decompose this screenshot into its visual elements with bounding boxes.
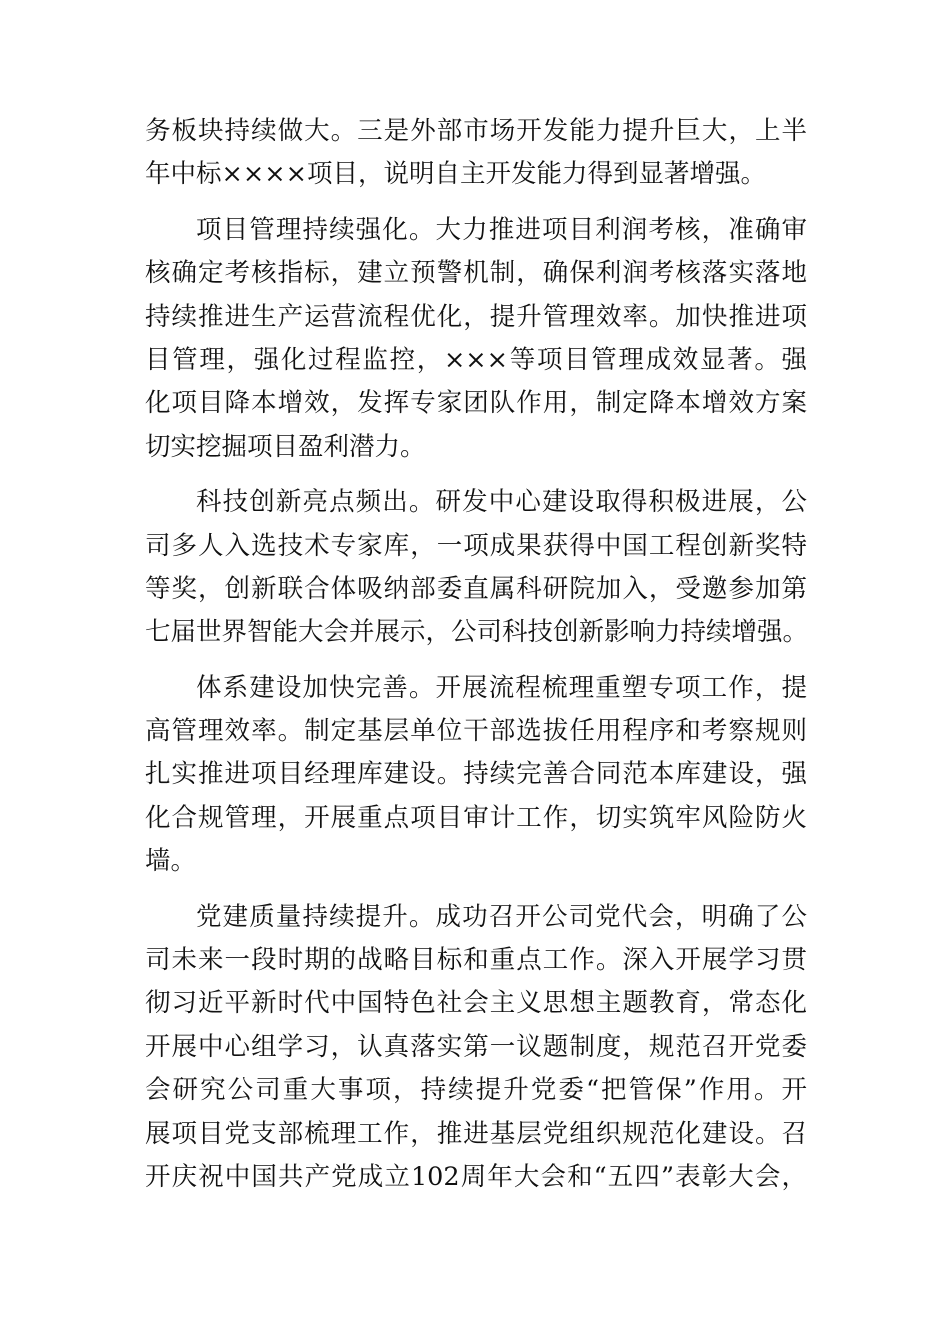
text-line: 体系建设加快完善。开展流程梳理重塑专项工作，提: [196, 672, 807, 703]
text-line: 会研究公司重大事项，持续提升党委“把管保”作用。开: [145, 1075, 807, 1106]
text-line: 目管理，强化过程监控，×××等项目管理成效显著。强: [145, 344, 807, 375]
text-line: 化项目降本增效，发挥专家团队作用，制定降本增效方案: [145, 388, 807, 419]
text-line: 切实挖掘项目盈利潜力。: [145, 431, 426, 462]
text-line: 高管理效率。制定基层单位干部选拔任用程序和考察规则: [145, 716, 807, 747]
text-line: 开庆祝中国共产党成立102周年大会和“五四”表彰大会，: [145, 1161, 807, 1192]
text-line: 七届世界智能大会并展示，公司科技创新影响力持续增强。: [145, 617, 809, 648]
document-body: [145, 110, 807, 1199]
paragraph-party-building: [145, 896, 807, 1200]
text-line: 司多人入选技术专家库，一项成果获得中国工程创新奖特: [145, 530, 807, 561]
text-line: 科技创新亮点频出。研发中心建设取得积极进展，公: [196, 487, 807, 518]
paragraph-tech-innovation: [145, 481, 807, 655]
text-line: 务板块持续做大。三是外部市场开发能力提升巨大，上半: [145, 116, 807, 146]
text-line: 彻习近平新时代中国特色社会主义思想主题教育，常态化: [145, 988, 807, 1019]
paragraph-system-building: [145, 667, 807, 884]
text-line: 核确定考核指标，建立预警机制，确保利润考核落实落地: [145, 258, 807, 289]
text-line: 年中标××××项目，说明自主开发能力得到显著增强。: [145, 159, 766, 190]
text-line: 项目管理持续强化。大力推进项目利润考核，准确审: [196, 214, 807, 245]
text-line: 司未来一段时期的战略目标和重点工作。深入开展学习贯: [145, 945, 807, 976]
text-line: 开展中心组学习，认真落实第一议题制度，规范召开党委: [145, 1031, 807, 1062]
text-line: 化合规管理，开展重点项目审计工作，切实筑牢风险防火: [145, 802, 807, 833]
text-line: 墙。: [145, 846, 197, 877]
paragraph-project-management: [145, 209, 807, 469]
text-line: 扎实推进项目经理库建设。持续完善合同范本库建设，强: [145, 759, 807, 790]
text-line: 等奖，创新联合体吸纳部委直属科研院加入，受邀参加第: [145, 573, 807, 604]
paragraph-continuation: [145, 110, 807, 197]
text-line: 持续推进生产运营流程优化，提升管理效率。加快推进项: [145, 301, 807, 332]
text-line: 展项目党支部梳理工作，推进基层党组织规范化建设。召: [145, 1118, 807, 1149]
text-line: 党建质量持续提升。成功召开公司党代会，明确了公: [196, 901, 807, 932]
